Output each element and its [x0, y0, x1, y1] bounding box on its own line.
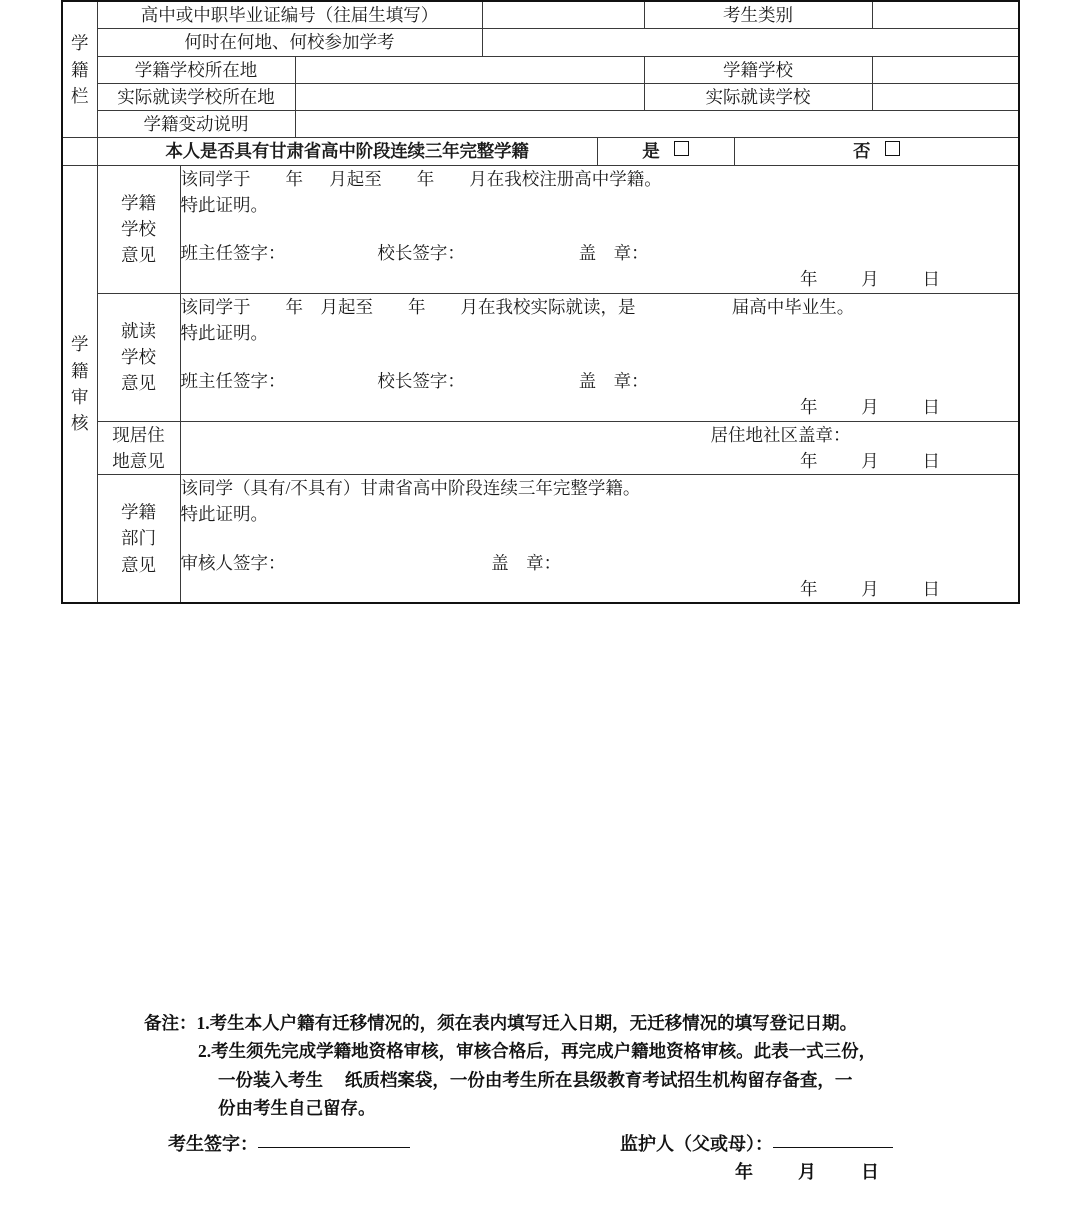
school-status-gap: [181, 218, 1019, 240]
notes-label: 备注：: [144, 1013, 197, 1033]
status-change-label: 学籍变动说明: [97, 111, 295, 138]
note-2-line-2: 一份装入考生 纸质档案袋，一份由考生所在县级教育考试招生机构留存备查，一: [218, 1069, 853, 1090]
registered-school-location-label: 学籍学校所在地: [97, 56, 295, 83]
guardian-signature-rule[interactable]: [773, 1147, 893, 1148]
school-status-label-2: 意见: [121, 245, 156, 266]
three-year-yes-option[interactable]: [597, 138, 734, 165]
status-department-signature-line[interactable]: 审核人签字： 盖 章：: [180, 552, 562, 573]
status-department-label-1: 部门: [121, 528, 156, 549]
status-department-opinion-label: [97, 475, 180, 604]
actual-school-location-value[interactable]: [295, 83, 644, 110]
attending-school-signature-line[interactable]: 班主任签字： 校长签字： 盖 章：: [180, 371, 649, 391]
three-year-yes-checkbox[interactable]: [674, 141, 689, 156]
row-status-department-opinion: [62, 475, 1019, 604]
three-year-question-prompt: 本人是否具有甘肃省高中阶段连续三年完整学籍: [97, 138, 597, 165]
residence-date-line[interactable]: 年 月 日: [800, 450, 940, 471]
note-item-1: [0, 1009, 1080, 1037]
registered-school-value[interactable]: [872, 56, 1019, 83]
actual-school-value[interactable]: [872, 83, 1019, 110]
actual-school-location-label: 实际就读学校所在地: [97, 83, 295, 110]
residence-label-1: 地意见: [112, 450, 165, 471]
school-status-opinion-body[interactable]: [180, 165, 1019, 293]
form-notes: [0, 1009, 1080, 1122]
candidate-type-value[interactable]: [872, 1, 1019, 29]
note-item-2: [0, 1037, 1080, 1065]
attending-school-line1: 该同学于 年 月起至 年 月在我校实际就读，是 届高中毕业生。: [180, 296, 855, 317]
attending-school-label-2: 意见: [121, 373, 156, 394]
residence-label-0: 现居住: [112, 424, 165, 445]
audit-col-char-0: 学: [71, 334, 89, 355]
registered-school-location-value[interactable]: [295, 56, 644, 83]
audit-col-char-2: 审: [71, 386, 89, 407]
status-department-label-0: 学籍: [121, 502, 156, 523]
three-year-no-checkbox[interactable]: [885, 141, 900, 156]
status-department-line2: 特此证明。: [180, 504, 268, 525]
diploma-number-value[interactable]: [482, 1, 644, 29]
row-three-year-question: [62, 138, 1019, 165]
note-2-line-3: 份由考生自己留存。: [218, 1098, 376, 1119]
row-status-change: [62, 111, 1019, 138]
school-status-date-line[interactable]: 年 月 日: [800, 269, 940, 290]
candidate-signature-field[interactable]: [168, 1130, 410, 1156]
row-residence-opinion: [62, 421, 1019, 475]
school-status-line2: 特此证明。: [180, 194, 268, 215]
school-status-line1: 该同学于 年 月起至 年 月在我校注册高中学籍。: [180, 168, 662, 189]
student-status-form-table: [61, 0, 1020, 604]
residence-opinion-label: [97, 421, 180, 475]
signature-date-line[interactable]: 年 月 日: [735, 1162, 879, 1182]
audit-col-char-3: 核: [71, 413, 89, 433]
school-status-label-1: 学校: [121, 218, 156, 239]
note-1-line-1: 考生本人户籍有迁移情况的，须在表内填写迁入日期，无迁移情况的填写登记日期。: [209, 1013, 858, 1033]
row-school-status-opinion: [62, 165, 1019, 293]
attending-school-gap: [181, 346, 1019, 368]
status-department-label-2: 意见: [121, 554, 156, 575]
school-status-opinion-label: [97, 165, 180, 293]
enrollment-col-char-2: 栏: [71, 85, 89, 106]
residence-stamp-line[interactable]: 居住地社区盖章：: [710, 424, 851, 445]
registered-school-label: 学籍学校: [644, 56, 872, 83]
attending-school-line2: 特此证明。: [180, 322, 268, 343]
audit-column-label: [62, 165, 97, 603]
row-diploma-number: [62, 1, 1019, 29]
three-year-no-option[interactable]: [734, 138, 1019, 165]
guardian-signature-label: 监护人（父或母）：: [620, 1134, 773, 1154]
status-department-opinion-body[interactable]: [180, 475, 1019, 604]
row-attending-school-opinion: [62, 293, 1019, 421]
audit-col-char-1: 籍: [71, 360, 89, 381]
enrollment-column-label: [62, 1, 97, 138]
diploma-number-label: 高中或中职毕业证编号（往届生填写）: [97, 1, 482, 29]
actual-school-label: 实际就读学校: [644, 83, 872, 110]
row-actual-school: [62, 83, 1019, 110]
status-department-line1: 该同学（具有/不具有）甘肃省高中阶段连续三年完整学籍。: [180, 478, 641, 498]
status-change-value[interactable]: [295, 111, 1019, 138]
residence-opinion-body[interactable]: [180, 421, 1019, 475]
attending-school-date-line[interactable]: 年 月 日: [800, 397, 940, 418]
three-year-no-label: 否: [853, 141, 871, 162]
attending-school-opinion-label: [97, 293, 180, 421]
attending-school-label-0: 就读: [121, 320, 156, 341]
exam-history-value[interactable]: [482, 29, 1019, 56]
status-department-gap: [181, 528, 1019, 550]
three-year-question-spacer: [62, 138, 97, 165]
note-2-number: 2.: [198, 1041, 212, 1062]
school-status-signature-line[interactable]: 班主任签字： 校长签字： 盖 章：: [180, 243, 649, 263]
candidate-signature-rule[interactable]: [258, 1147, 410, 1148]
attending-school-label-1: 学校: [121, 346, 156, 367]
guardian-signature-field[interactable]: [620, 1130, 893, 1156]
note-1-number: 1.: [196, 1013, 210, 1033]
exam-history-label: 何时在何地、何校参加学考: [97, 29, 482, 56]
note-2-line-1: 考生须先完成学籍地资格审核，审核合格后，再完成户籍地资格审核。此表一式三份，: [211, 1041, 877, 1062]
row-registered-school: [62, 56, 1019, 83]
row-exam-history: [62, 29, 1019, 56]
enrollment-col-char-0: 学: [71, 33, 89, 54]
note-2-continuation-1: [0, 1066, 1080, 1094]
enrollment-col-char-1: 籍: [71, 59, 89, 80]
candidate-type-label: 考生类别: [644, 1, 872, 29]
school-status-label-0: 学籍: [121, 192, 156, 213]
three-year-yes-label: 是: [642, 141, 660, 162]
note-2-continuation-2: [0, 1094, 1080, 1122]
status-department-date-line[interactable]: 年 月 日: [800, 578, 940, 599]
candidate-signature-label: 考生签字：: [168, 1134, 258, 1154]
attending-school-opinion-body[interactable]: [180, 293, 1019, 421]
